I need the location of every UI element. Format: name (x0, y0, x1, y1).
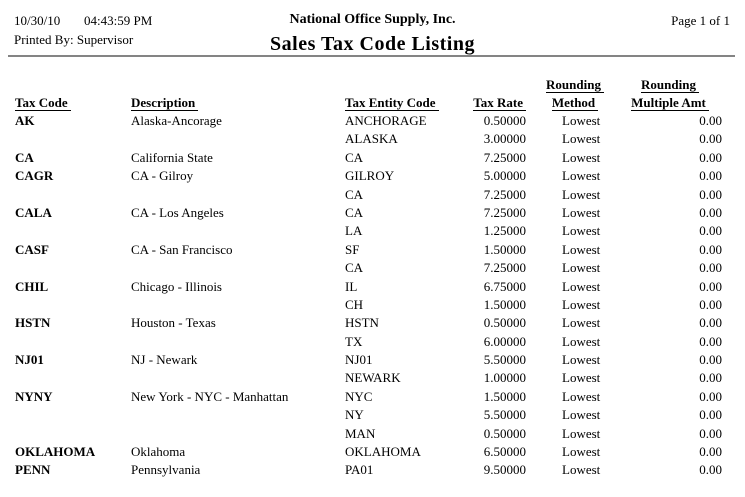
tax-code-cell: AK (15, 113, 35, 128)
table-row (0, 443, 745, 461)
rounding-multiple-amt-cell: 0.00 (699, 296, 722, 312)
description-cell: Pennsylvania (131, 462, 201, 478)
rounding-method-cell: Lowest (562, 186, 601, 202)
rounding-method-cell: Lowest (562, 149, 601, 165)
tax-rate-cell: 1.50000 (483, 296, 526, 312)
tax-rate-cell: 7.25000 (483, 260, 526, 276)
table-row (0, 222, 745, 240)
tax-rate-cell: 5.50000 (483, 352, 526, 368)
tax-entity-code-cell: OKLAHOMA (345, 444, 421, 460)
report-title: Sales Tax Code Listing (270, 33, 475, 55)
rounding-multiple-amt-cell: 0.00 (699, 223, 722, 239)
rounding-multiple-amt-cell: 0.00 (699, 370, 722, 386)
rounding-multiple-amt-cell: 0.00 (699, 352, 722, 368)
tax-rate-cell: 1.25000 (483, 223, 526, 239)
tax-entity-code-cell: CA (345, 149, 364, 165)
tax-rate-cell: 6.75000 (483, 278, 526, 294)
rounding-method-cell: Lowest (562, 462, 601, 478)
table-row (0, 130, 745, 148)
tax-entity-code-cell: NYC (345, 388, 373, 404)
rounding-multiple-amt-cell: 0.00 (699, 333, 722, 349)
tax-rate-cell: 5.00000 (483, 168, 526, 184)
table-rows (0, 112, 745, 480)
tax-rate-cell: 5.50000 (483, 407, 526, 423)
rounding-multiple-amt-cell: 0.00 (699, 425, 722, 441)
column-header-label: Tax Entity Code (345, 95, 439, 111)
table-row (0, 461, 745, 479)
column-header-label: Tax Code (15, 95, 71, 111)
tax-entity-code-cell: CA (345, 186, 364, 202)
header-divider (8, 55, 735, 57)
tax-entity-code-cell: SF (345, 241, 360, 257)
table-row (0, 241, 745, 259)
rounding-multiple-amt-cell: 0.00 (699, 168, 722, 184)
report-date: 10/30/10 (14, 13, 61, 28)
table-row (0, 112, 745, 130)
description-cell: Oklahoma (131, 444, 186, 460)
rounding-multiple-amt-cell: 0.00 (699, 444, 722, 460)
tax-rate-cell: 0.50000 (483, 315, 526, 331)
tax-entity-code-cell: LA (345, 223, 363, 239)
tax-entity-code-cell: CH (345, 296, 364, 312)
description-cell: CA - Gilroy (131, 168, 194, 184)
column-header-tax-rate (473, 94, 526, 112)
table-row (0, 296, 745, 314)
description-cell: New York - NYC - Manhattan (131, 388, 289, 404)
rounding-method-cell: Lowest (562, 204, 601, 220)
table-row (0, 186, 745, 204)
rounding-multiple-amt-cell: 0.00 (699, 204, 722, 220)
rounding-method-cell: Lowest (562, 168, 601, 184)
column-header-label: Tax Rate (473, 95, 526, 111)
description-cell: Alaska-Ancorage (131, 113, 222, 128)
rounding-multiple-amt-cell: 0.00 (699, 462, 722, 478)
rounding-method-cell: Lowest (562, 370, 601, 386)
tax-entity-code-cell: PA01 (345, 462, 374, 478)
rounding-method-cell: Lowest (562, 333, 601, 349)
rounding-multiple-amt-cell: 0.00 (699, 131, 722, 147)
rounding-method-cell: Lowest (562, 444, 601, 460)
rounding-method-cell: Lowest (562, 352, 601, 368)
rounding-multiple-amt-cell: 0.00 (699, 241, 722, 257)
table-row (0, 369, 745, 387)
rounding-multiple-amt-cell: 0.00 (699, 113, 722, 128)
column-header-rounding-method (534, 76, 616, 113)
column-header-rounding-multiple-amt (608, 76, 732, 113)
tax-rate-cell: 1.50000 (483, 388, 526, 404)
tax-rate-cell: 1.00000 (483, 370, 526, 386)
table-row (0, 333, 745, 351)
printed-by: Printed By: Supervisor (14, 32, 134, 47)
table-row (0, 204, 745, 222)
rounding-method-cell: Lowest (562, 425, 601, 441)
tax-entity-code-cell: MAN (345, 425, 376, 441)
tax-rate-cell: 9.50000 (483, 462, 526, 478)
tax-entity-code-cell: NY (345, 407, 364, 423)
column-header-label: Rounding (546, 77, 604, 93)
tax-entity-code-cell: IL (345, 278, 358, 294)
rounding-multiple-amt-cell: 0.00 (699, 388, 722, 404)
tax-rate-cell: 1.50000 (483, 241, 526, 257)
description-cell: CA - Los Angeles (131, 204, 224, 220)
company-name: National Office Supply, Inc. (289, 12, 456, 27)
column-header-label: Description (131, 95, 198, 111)
tax-rate-cell: 3.00000 (483, 131, 526, 147)
rounding-method-cell: Lowest (562, 407, 601, 423)
tax-code-cell: CASF (15, 241, 49, 257)
tax-code-cell: NJ01 (15, 352, 44, 368)
column-header-label: Multiple Amt (631, 95, 709, 111)
tax-entity-code-cell: CA (345, 204, 364, 220)
tax-code-cell: CHIL (15, 278, 49, 294)
table-row (0, 425, 745, 443)
description-cell: Chicago - Illinois (131, 278, 222, 294)
tax-code-cell: OKLAHOMA (15, 444, 96, 460)
rounding-multiple-amt-cell: 0.00 (699, 315, 722, 331)
table-row (0, 388, 745, 406)
tax-rate-cell: 6.00000 (483, 333, 526, 349)
tax-entity-code-cell: GILROY (345, 168, 395, 184)
tax-rate-cell: 0.50000 (483, 113, 526, 128)
table-row (0, 278, 745, 296)
tax-rate-cell: 6.50000 (483, 444, 526, 460)
tax-code-cell: PENN (15, 462, 51, 478)
tax-entity-code-cell: CA (345, 260, 364, 276)
rounding-method-cell: Lowest (562, 241, 601, 257)
rounding-multiple-amt-cell: 0.00 (699, 278, 722, 294)
tax-code-cell: CAGR (15, 168, 54, 184)
rounding-method-cell: Lowest (562, 260, 601, 276)
rounding-method-cell: Lowest (562, 278, 601, 294)
tax-entity-code-cell: NJ01 (345, 352, 373, 368)
description-cell: California State (131, 149, 213, 165)
rounding-method-cell: Lowest (562, 223, 601, 239)
tax-rate-cell: 7.25000 (483, 149, 526, 165)
column-header-label: Method (552, 95, 598, 111)
table-row (0, 259, 745, 277)
table-row (0, 406, 745, 424)
tax-entity-code-cell: NEWARK (345, 370, 401, 386)
tax-entity-code-cell: ALASKA (345, 131, 398, 147)
tax-rate-cell: 0.50000 (483, 425, 526, 441)
rounding-method-cell: Lowest (562, 388, 601, 404)
column-header-description (131, 94, 198, 112)
description-cell: CA - San Francisco (131, 241, 233, 257)
report-time: 04:43:59 PM (84, 13, 153, 28)
rounding-multiple-amt-cell: 0.00 (699, 407, 722, 423)
table-row (0, 149, 745, 167)
tax-code-cell: CALA (15, 204, 52, 220)
column-header-tax-entity-code (345, 94, 439, 112)
column-header-label: Rounding (641, 77, 699, 93)
rounding-method-cell: Lowest (562, 296, 601, 312)
tax-rate-cell: 7.25000 (483, 186, 526, 202)
description-cell: NJ - Newark (131, 352, 198, 368)
tax-code-cell: CA (15, 149, 34, 165)
table-row (0, 314, 745, 332)
rounding-multiple-amt-cell: 0.00 (699, 186, 722, 202)
rounding-multiple-amt-cell: 0.00 (699, 149, 722, 165)
description-cell: Houston - Texas (131, 315, 216, 331)
rounding-method-cell: Lowest (562, 113, 601, 128)
rounding-multiple-amt-cell: 0.00 (699, 260, 722, 276)
rounding-method-cell: Lowest (562, 131, 601, 147)
page-indicator: Page 1 of 1 (671, 13, 730, 28)
table-row (0, 167, 745, 185)
column-header-tax-code (15, 94, 71, 112)
tax-code-cell: NYNY (15, 388, 53, 404)
tax-entity-code-cell: HSTN (345, 315, 379, 331)
tax-entity-code-cell: ANCHORAGE (345, 113, 427, 128)
tax-rate-cell: 7.25000 (483, 204, 526, 220)
tax-entity-code-cell: TX (345, 333, 363, 349)
rounding-method-cell: Lowest (562, 315, 601, 331)
table-row (0, 351, 745, 369)
tax-code-cell: HSTN (15, 315, 51, 331)
